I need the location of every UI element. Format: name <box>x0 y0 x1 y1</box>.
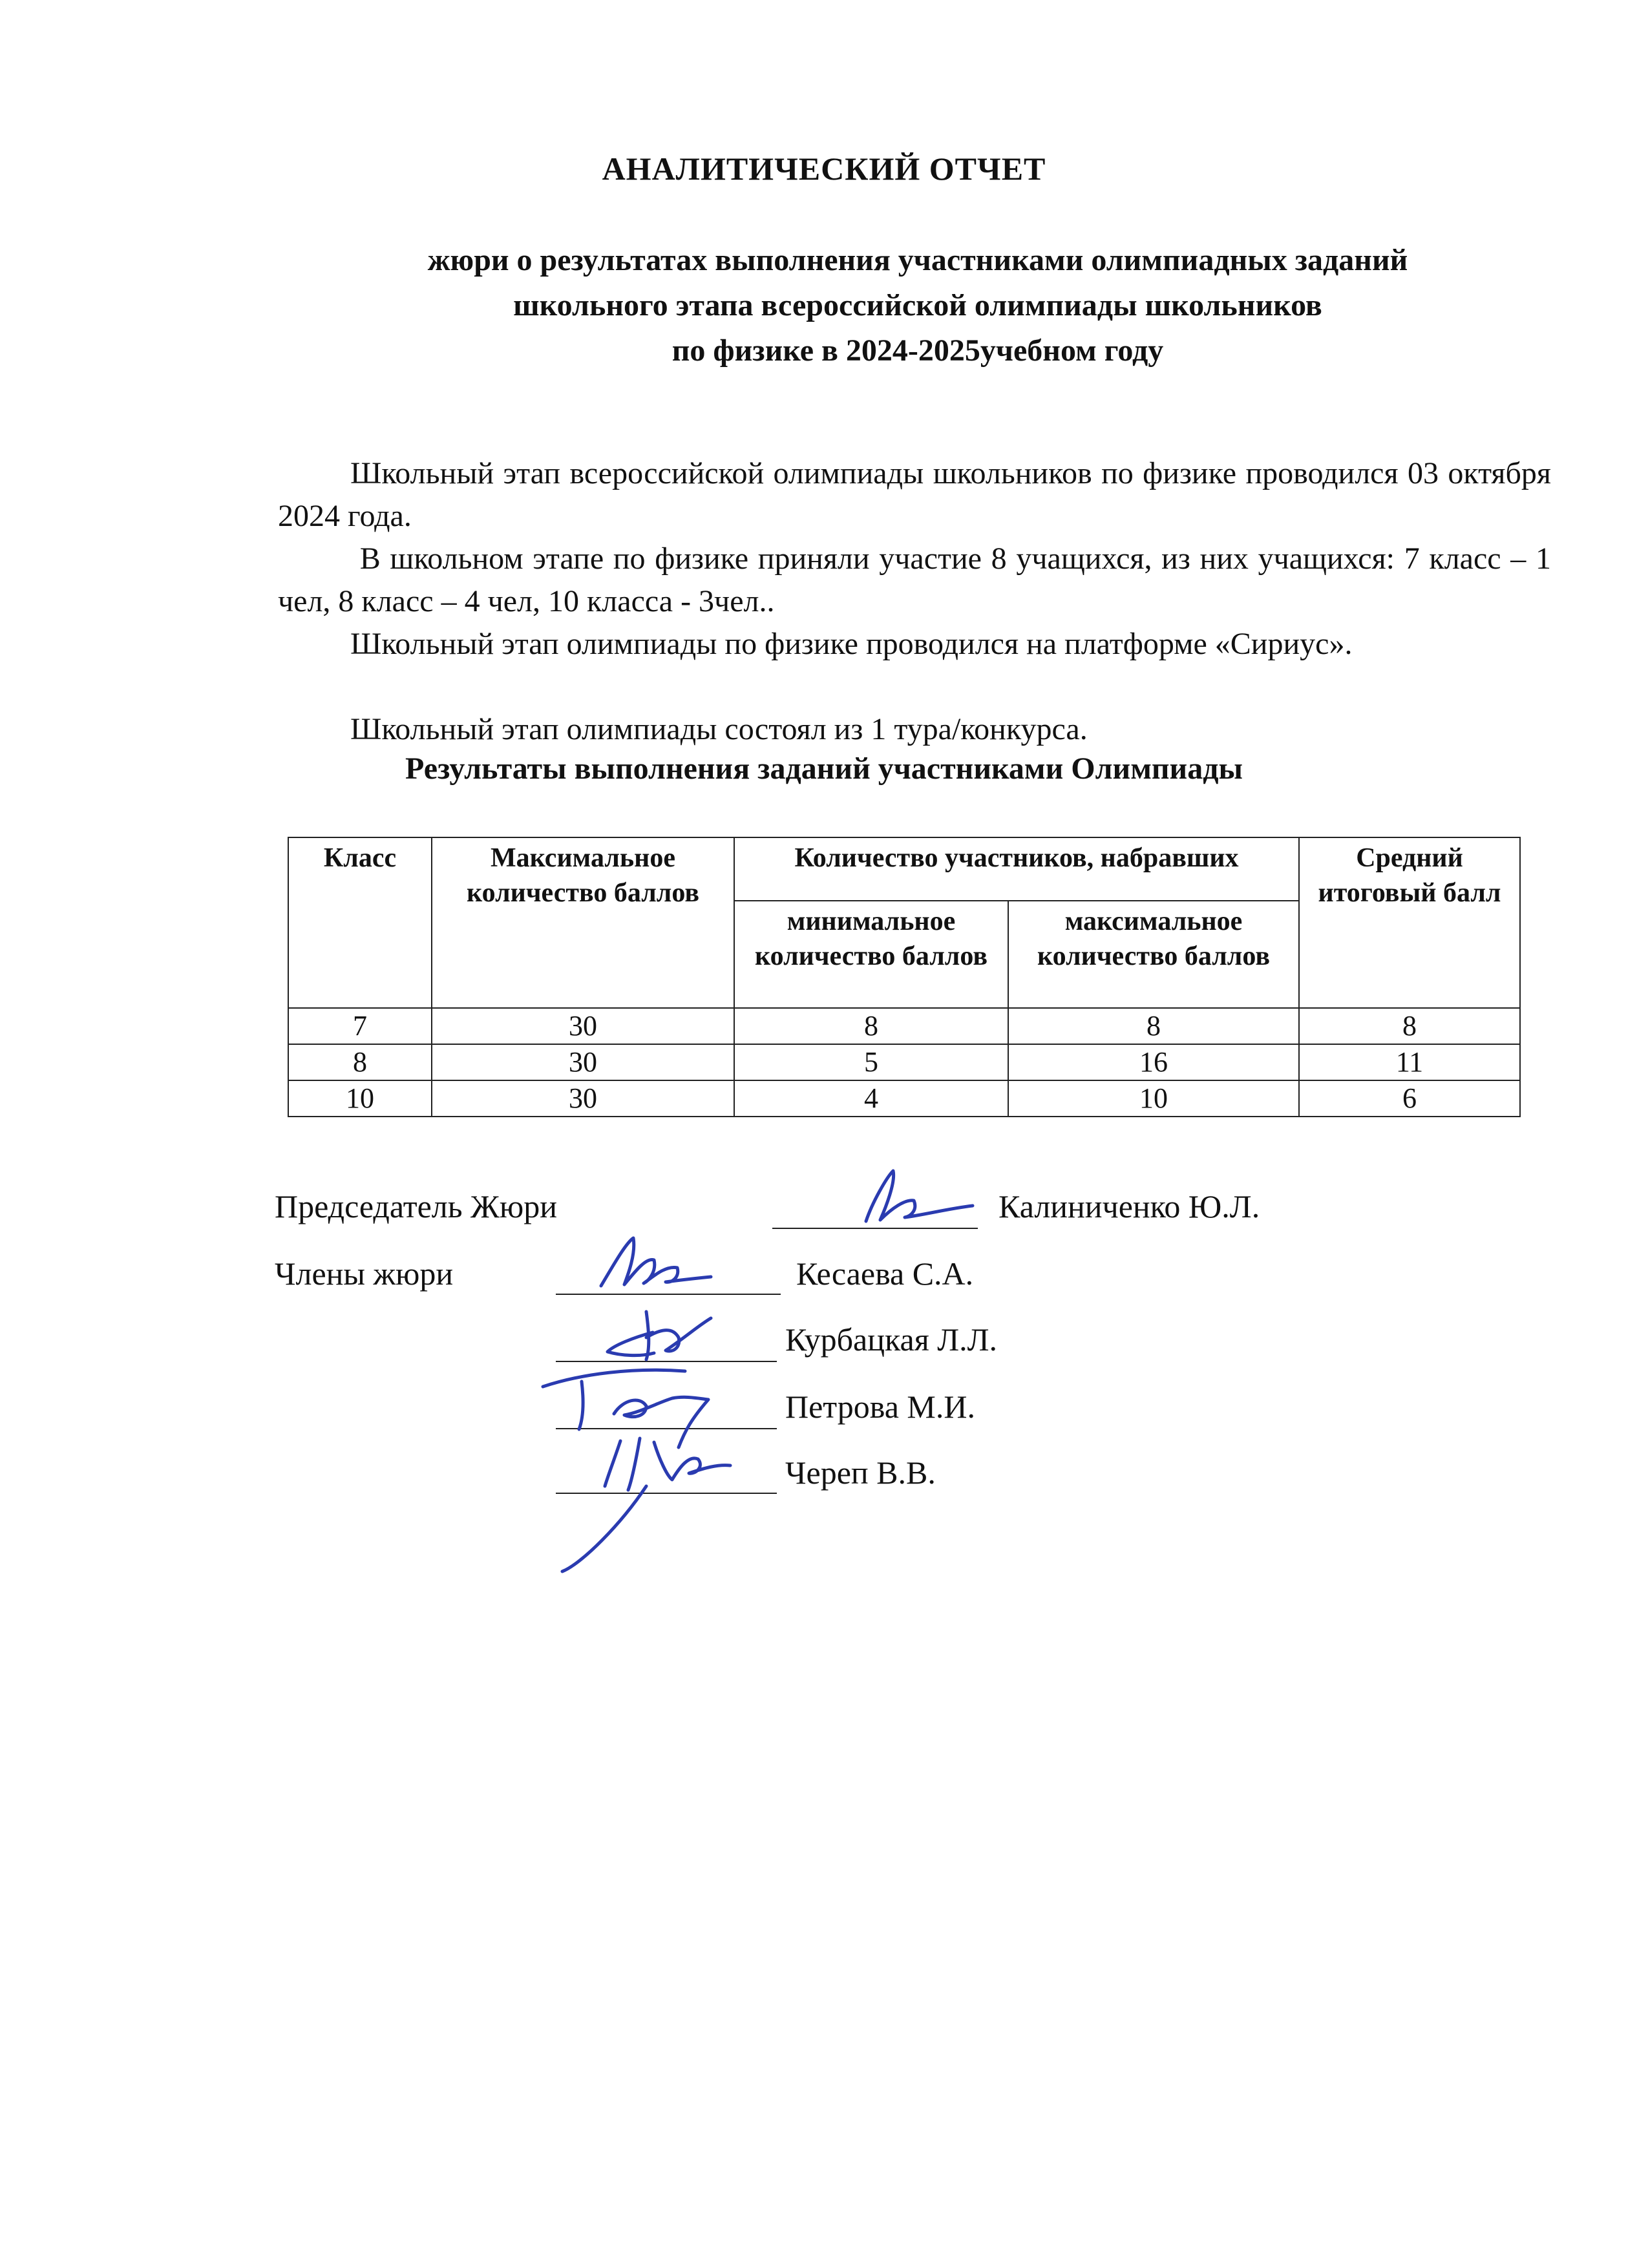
cell-min-count: 5 <box>734 1044 1008 1080</box>
header-class: Класс <box>288 837 432 1008</box>
table-row <box>288 1008 1520 1044</box>
member-signature-line <box>556 1361 777 1362</box>
signature-chair <box>866 1171 973 1221</box>
signature-member-2 <box>607 1312 711 1360</box>
subtitle-line: по физике в 2024-2025учебном году <box>671 333 1164 368</box>
cell-average: 11 <box>1299 1044 1520 1080</box>
document-subtitle <box>278 238 1558 373</box>
member-signature-line <box>556 1428 777 1429</box>
table-row <box>288 1080 1520 1117</box>
header-average: Средний итоговый балл <box>1299 837 1520 1008</box>
cell-max-score: 30 <box>432 1080 734 1117</box>
member-name: Петрова М.И. <box>785 1389 975 1425</box>
table-row <box>288 1044 1520 1080</box>
member-name: Череп В.В. <box>785 1454 936 1491</box>
member-signature-line <box>556 1493 777 1494</box>
cell-max-count: 8 <box>1008 1008 1299 1044</box>
table-header-row <box>288 837 1520 901</box>
cell-class: 10 <box>288 1080 432 1117</box>
chair-label: Председатель Жюри <box>275 1188 557 1224</box>
signature-member-1 <box>601 1238 711 1286</box>
signature-member-3 <box>543 1370 708 1447</box>
header-min-count: минимальное количество баллов <box>734 901 1008 1008</box>
cell-average: 6 <box>1299 1080 1520 1117</box>
subtitle-line: жюри о результатах выполнения участниками олимпиадных заданий <box>427 243 1408 277</box>
cell-max-count: 10 <box>1008 1080 1299 1117</box>
results-table <box>288 837 1521 1117</box>
member-signature-line <box>556 1294 781 1295</box>
cell-class: 8 <box>288 1044 432 1080</box>
cell-max-score: 30 <box>432 1008 734 1044</box>
cell-min-count: 8 <box>734 1008 1008 1044</box>
header-max-count: максимальное количество баллов <box>1008 901 1299 1008</box>
paragraph-participants: В школьном этапе по физике приняли участие 8 учащихся, из них учащихся: 7 класс – 1 чел, 8 класс – 4 чел, 10 класса - 3чел.. <box>278 541 1551 618</box>
cell-min-count: 4 <box>734 1080 1008 1117</box>
results-heading: Результаты выполнения заданий участниками Олимпиады <box>405 751 1243 786</box>
cell-class: 7 <box>288 1008 432 1044</box>
cell-max-count: 16 <box>1008 1044 1299 1080</box>
members-label: Члены жюри <box>275 1255 454 1292</box>
document-title: АНАЛИТИЧЕСКИЙ ОТЧЕТ <box>602 151 1046 187</box>
subtitle-line: школьного этапа всероссийской олимпиады школьников <box>513 288 1322 322</box>
signature-member-4 <box>562 1438 730 1571</box>
header-participants-group: Количество участников, набравших <box>734 837 1299 901</box>
chair-name: Калиниченко Ю.Л. <box>998 1188 1260 1224</box>
member-name: Курбацкая Л.Л. <box>785 1321 998 1358</box>
cell-average: 8 <box>1299 1008 1520 1044</box>
chair-signature-line <box>772 1228 978 1229</box>
cell-max-score: 30 <box>432 1044 734 1080</box>
member-name: Кесаева С.А. <box>796 1255 974 1292</box>
header-max-score: Максимальное количество баллов <box>432 837 734 1008</box>
paragraph-platform: Школьный этап олимпиады по физике проводился на платформе «Сириус». <box>350 627 1353 661</box>
paragraph-rounds: Школьный этап олимпиады состоял из 1 тура/конкурса. <box>350 712 1088 746</box>
paragraph-date: Школьный этап всероссийской олимпиады школьников по физике проводился 03 октября 2024 года. <box>278 456 1551 533</box>
